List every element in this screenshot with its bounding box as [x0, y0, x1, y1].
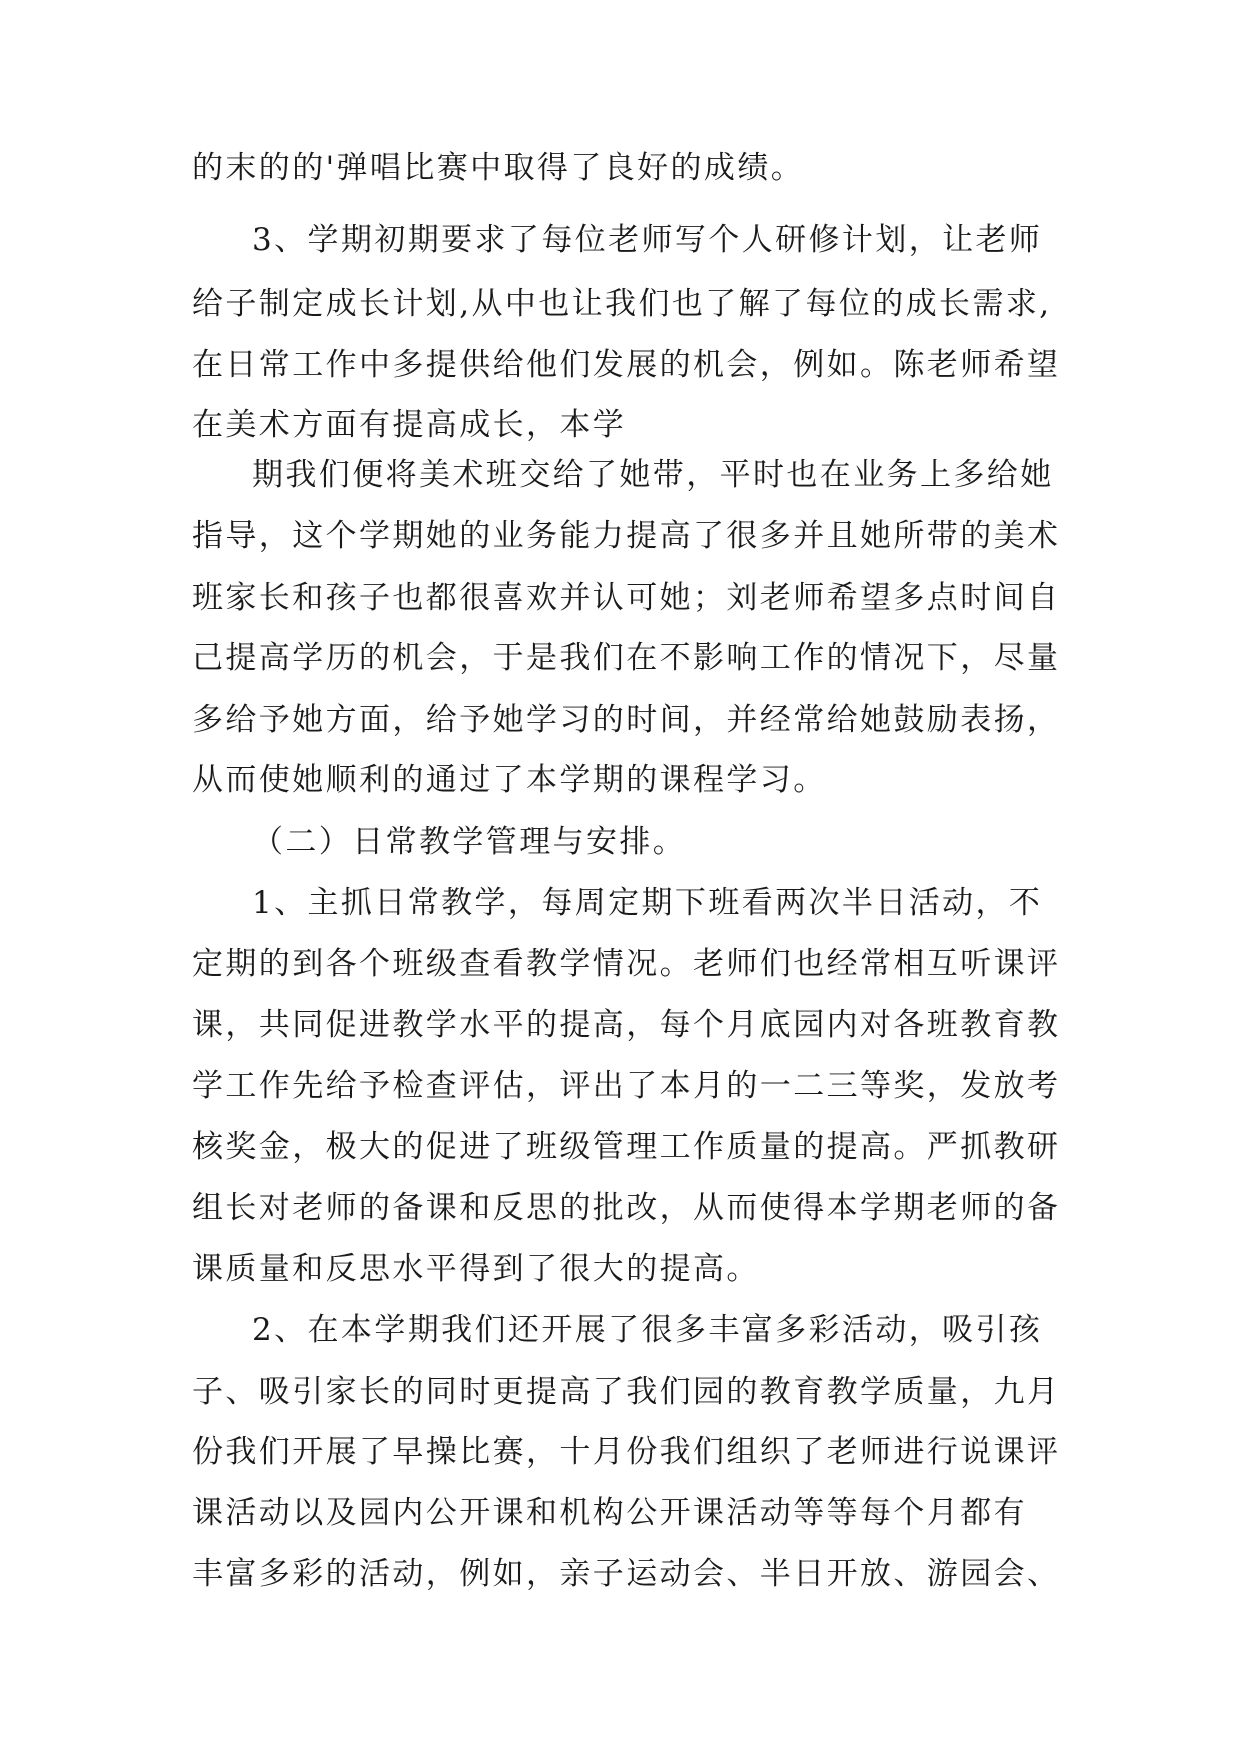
text-line: 学工作先给予检查评估，评出了本月的一二三等奖，发放考	[192, 1068, 1061, 1104]
text-line: 多给予她方面，给予她学习的时间，并经常给她鼓励表扬，	[192, 702, 1061, 738]
paragraph-2-start: 2、在本学期我们还开展了很多丰富多彩活动，吸引孩	[252, 1312, 1043, 1348]
text-line: 份我们开展了早操比赛，十月份我们组织了老师进行说课评	[192, 1434, 1061, 1470]
text-line: 己提高学历的机会，于是我们在不影响工作的情况下，尽量	[192, 640, 1061, 676]
section-heading: （二）日常教学管理与安排。	[252, 824, 687, 860]
paragraph-3-start: 3、学期初期要求了每位老师写个人研修计划，让老师	[252, 222, 1043, 258]
paragraph-1-start: 1、主抓日常教学，每周定期下班看两次半日活动，不	[252, 885, 1043, 921]
text-line: 的末的的'弹唱比赛中取得了良好的成绩。	[192, 150, 805, 186]
text-line: 指导，这个学期她的业务能力提高了很多并且她所带的美术	[192, 518, 1061, 554]
text-line: 给子制定成长计划,从中也让我们也了解了每位的成长需求,	[192, 286, 1052, 322]
text-line: 组长对老师的备课和反思的批改，从而使得本学期老师的备	[192, 1190, 1061, 1226]
text-line: 课，共同促进教学水平的提高，每个月底园内对各班教育教	[192, 1007, 1061, 1043]
text-line: 从而使她顺利的通过了本学期的课程学习。	[192, 762, 827, 798]
text-line: 在日常工作中多提供给他们发展的机会，例如。陈老师希望	[192, 347, 1061, 383]
text-line: 定期的到各个班级查看教学情况。老师们也经常相互听课评	[192, 946, 1061, 982]
text-line: 核奖金，极大的促进了班级管理工作质量的提高。严抓教研	[192, 1129, 1061, 1165]
text-line: 在美术方面有提高成长，本学	[192, 407, 627, 443]
text-line: 丰富多彩的活动，例如，亲子运动会、半日开放、游园会、	[192, 1556, 1061, 1592]
text-line: 课质量和反思水平得到了很大的提高。	[192, 1251, 760, 1287]
text-line: 班家长和孩子也都很喜欢并认可她；刘老师希望多点时间自	[192, 580, 1061, 616]
text-line: 课活动以及园内公开课和机构公开课活动等等每个月都有	[192, 1495, 1027, 1531]
paragraph-continuation-start: 期我们便将美术班交给了她带，平时也在业务上多给她	[252, 457, 1054, 493]
text-line: 子、吸引家长的同时更提高了我们园的教育教学质量，九月	[192, 1374, 1061, 1410]
